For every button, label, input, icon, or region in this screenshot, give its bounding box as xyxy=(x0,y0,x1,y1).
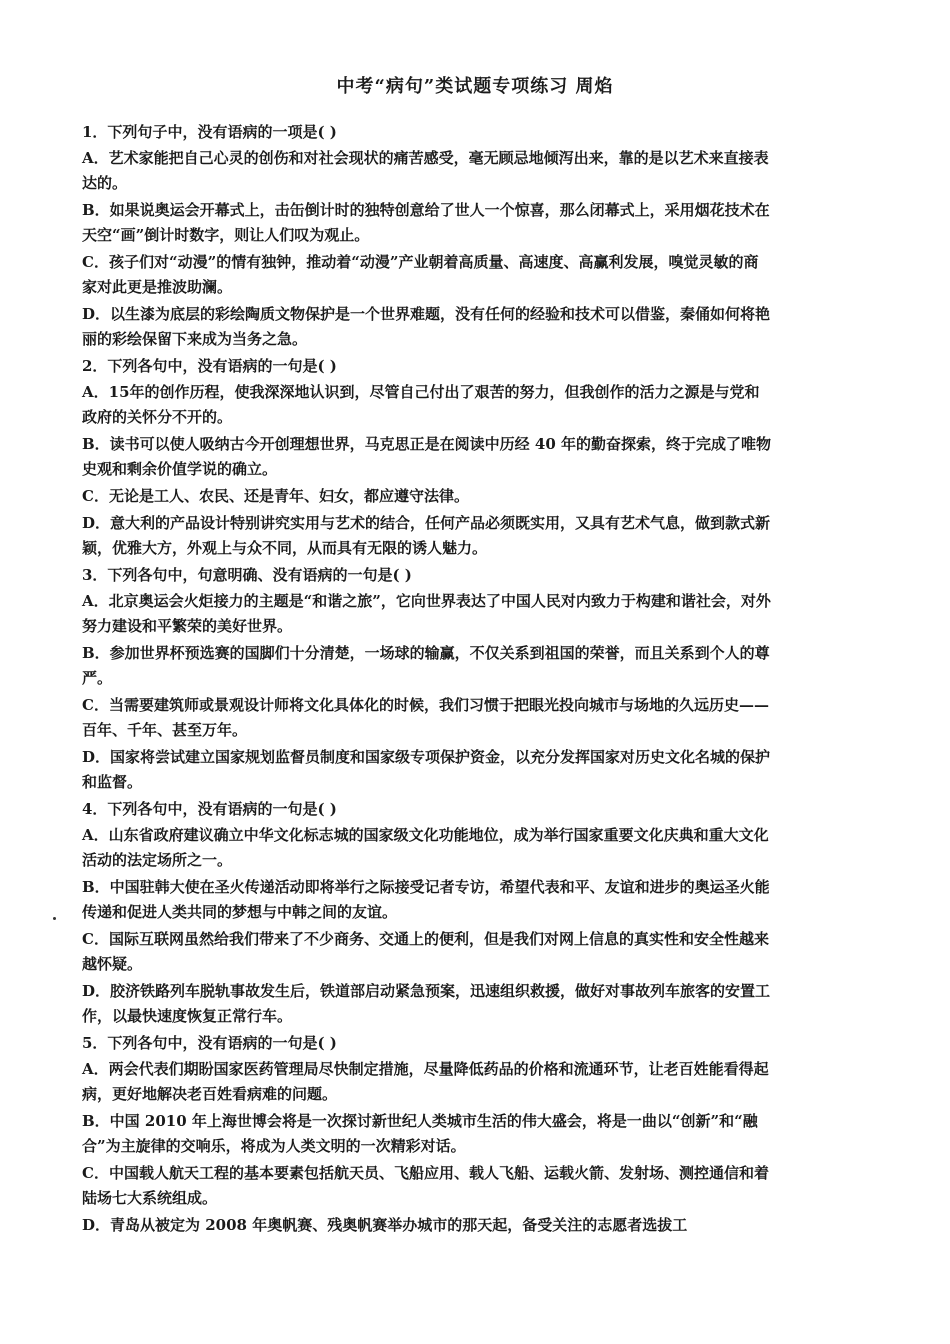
question-stem: 5．下列各句中，没有语病的一句是( ) xyxy=(82,1034,337,1052)
question-stem: 2．下列各句中，没有语病的一句是( ) xyxy=(82,357,337,375)
option-d: D．国家将尝试建立国家规划监督员制度和国家级专项保护资金，以充分发挥国家对历史文化名城的保护和监督。 xyxy=(82,748,771,791)
option-d: D．胶济铁路列车脱轨事故发生后，铁道部启动紧急预案，迅速组织救援，做好对事故列车旅客的安置工作，以最快速度恢复正常行车。 xyxy=(82,982,771,1025)
option-a: A．山东省政府建议确立中华文化标志城的国家级文化功能地位，成为举行国家重要文化庆典和重大文化活动的法定场所之一。 xyxy=(82,826,769,869)
option-d: D．以生漆为底层的彩绘陶质文物保护是一个世界难题，没有任何的经验和技术可以借鉴，秦俑如何将艳丽的彩绘保留下来成为当务之急。 xyxy=(82,305,771,348)
option-c: C．国际互联网虽然给我们带来了不少商务、交通上的便利，但是我们对网上信息的真实性和安全性越来越怀疑。 xyxy=(82,930,769,973)
option-c: C．无论是工人、农民、还是青年、妇女，都应遵守法律。 xyxy=(82,487,469,505)
option-b: B．中国 2010 年上海世博会将是一次探讨新世纪人类城市生活的伟大盛会，将是一曲以“创新”和“融合”为主旋律的交响乐，将成为人类文明的一次精彩对话。 xyxy=(82,1112,758,1155)
option-b: B．如果说奥运会开幕式上，击缶倒计时的独特创意给了世人一个惊喜，那么闭幕式上，采用烟花技术在天空“画”倒计时数字，则让人们叹为观止。 xyxy=(82,201,770,244)
scan-speck xyxy=(53,917,56,920)
option-b: B．中国驻韩大使在圣火传递活动即将举行之际接受记者专访，希望代表和平、友谊和进步的奥运圣火能传递和促进人类共同的梦想与中韩之间的友谊。 xyxy=(82,878,770,921)
question-1 xyxy=(82,120,772,352)
option-c: C．中国载人航天工程的基本要素包括航天员、飞船应用、载人飞船、运载火箭、发射场、测控通信和着陆场七大系统组成。 xyxy=(82,1164,769,1207)
question-stem: 4．下列各句中，没有语病的一句是( ) xyxy=(82,800,337,818)
question-list xyxy=(82,120,772,1240)
question-stem: 1．下列句子中，没有语病的一项是( ) xyxy=(82,123,337,141)
question-stem: 3．下列各句中，句意明确、没有语病的一句是( ) xyxy=(82,566,412,584)
option-c: C．当需要建筑师或景观设计师将文化具体化的时候，我们习惯于把眼光投向城市与场地的久远历史——百年、千年、甚至万年。 xyxy=(82,696,769,739)
option-b: B．读书可以使人吸纳古今开创理想世界，马克思正是在阅读中历经 40 年的勤奋探索，终于完成了唯物史观和剩余价值学说的确立。 xyxy=(82,435,772,478)
option-a: A．艺术家能把自己心灵的创伤和对社会现状的痛苦感受，毫无顾忌地倾泻出来，靠的是以艺术来直接表达的。 xyxy=(82,149,769,192)
option-b: B．参加世界杯预选赛的国脚们十分清楚，一场球的输赢，不仅关系到祖国的荣誉，而且关系到个人的尊严。 xyxy=(82,644,770,687)
page-title: 中考“病句”类试题专项练习 周焰 xyxy=(336,76,614,97)
question-5 xyxy=(82,1031,772,1238)
option-d: D．青岛从被定为 2008 年奥帆赛、残奥帆赛举办城市的那天起，备受关注的志愿者选拔工 xyxy=(82,1216,688,1234)
option-d: D．意大利的产品设计特别讲究实用与艺术的结合，任何产品必须既实用，又具有艺术气息，做到款式新颖，优雅大方，外观上与众不同，从而具有无限的诱人魅力。 xyxy=(82,514,771,557)
question-3 xyxy=(82,563,772,795)
question-2 xyxy=(82,354,772,561)
question-4 xyxy=(82,797,772,1029)
option-a: A．北京奥运会火炬接力的主题是“和谐之旅”，它向世界表达了中国人民对内致力于构建和谐社会，对外努力建设和平繁荣的美好世界。 xyxy=(82,592,771,635)
option-c: C．孩子们对“动漫”的情有独钟，推动着“动漫”产业朝着高质量、高速度、高赢利发展，嗅觉灵敏的商家对此更是推波助澜。 xyxy=(82,253,759,296)
option-a: A．15年的创作历程，使我深深地认识到，尽管自己付出了艰苦的努力，但我创作的活力之源是与党和政府的关怀分不开的。 xyxy=(82,383,760,426)
option-a: A．两会代表们期盼国家医药管理局尽快制定措施，尽量降低药品的价格和流通环节，让老百姓能看得起病，更好地解决老百姓看病难的问题。 xyxy=(82,1060,769,1103)
